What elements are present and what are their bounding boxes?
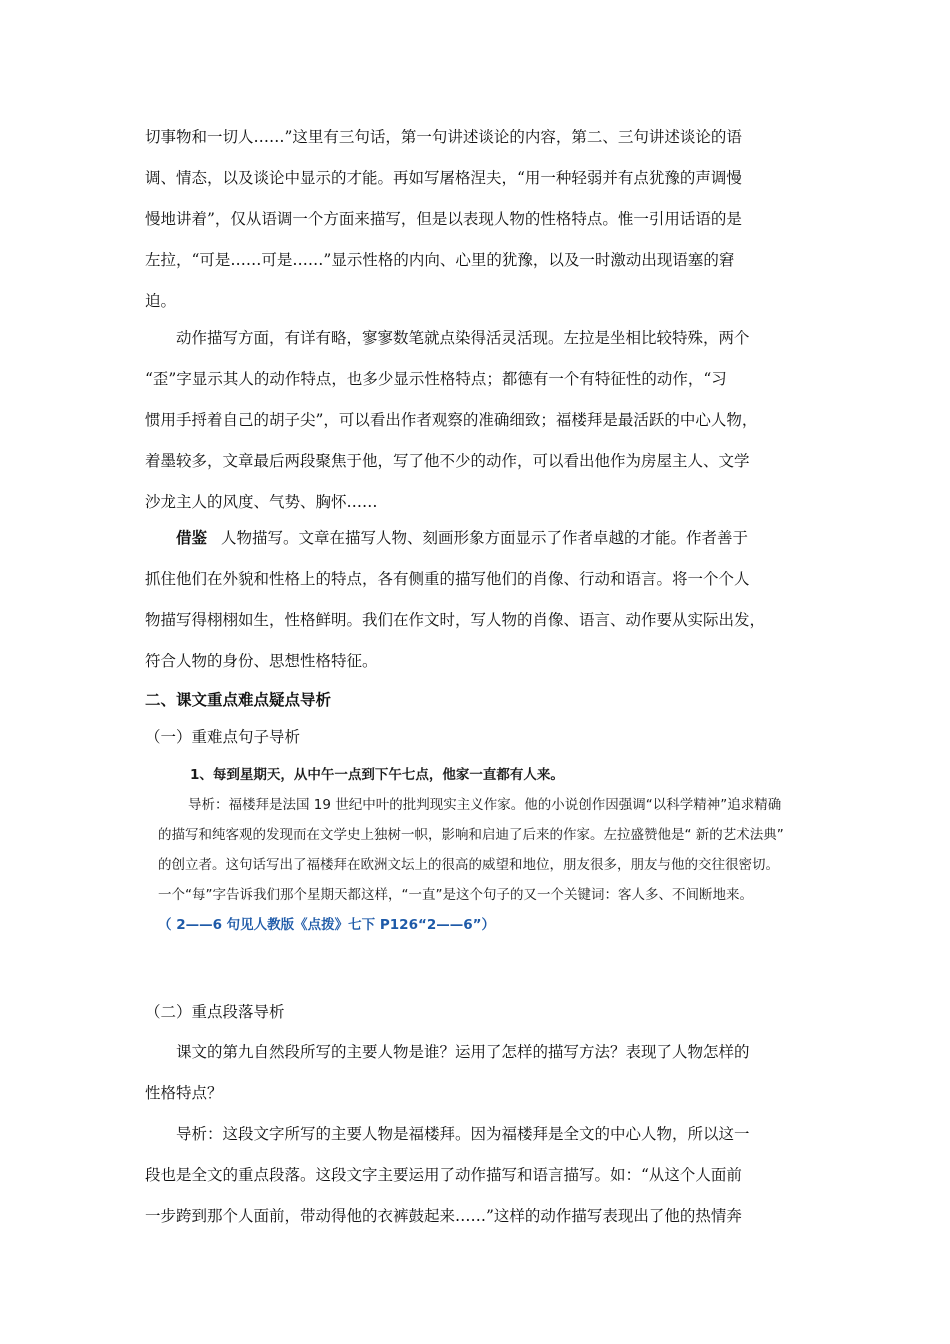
text-line: 人物描写。文章在描写人物、刻画形象方面显示了作者卓越的才能。作者善于 <box>221 529 749 547</box>
text-line: 课文的第九自然段所写的主要人物是谁？运用了怎样的描写方法？表现了人物怎样的 <box>176 1043 750 1061</box>
analysis-line: 一个“每”字告诉我们那个星期天都这样，“一直”是这个句子的又一个关键词：客人多、不间断地来。 <box>158 887 753 903</box>
text-line: 调、情态，以及谈论中显示的才能。再如写屠格涅夫，“用一种轻弱并有点犹豫的声调慢 <box>145 169 742 187</box>
text-line: 段也是全文的重点段落。这段文字主要运用了动作描写和语言描写。如：“从这个人面前 <box>145 1166 742 1184</box>
scanned-excerpt <box>150 760 840 940</box>
reference-label: 借鉴 <box>176 529 208 547</box>
text-line: 慢地讲着”，仅从语调一个方面来描写，但是以表现人物的性格特点。惟一引用话语的是 <box>145 210 742 228</box>
section-heading: 二、课文重点难点疑点导析 <box>145 691 332 709</box>
text-line: “歪”字显示其人的动作特点，也多少显示性格特点；都德有一个有特征性的动作，“习 <box>145 370 727 388</box>
paragraph-question <box>145 1032 810 1114</box>
reference-note: （ 2——6 句见人教版《点拨》七下 P126“2——6”） <box>158 917 495 933</box>
paragraph-reference <box>145 518 810 682</box>
text-line: 沙龙主人的风度、气势、胸怀…… <box>145 493 378 511</box>
text-line: 一步跨到那个人面前，带动得他的衣裤鼓起来……”这样的动作描写表现出了他的热情奔 <box>145 1207 742 1225</box>
subsection-heading-paragraphs: （二）重点段落导析 <box>145 1003 285 1021</box>
key-sentence: 1、每到星期天，从中午一点到下午七点，他家一直都有人来。 <box>190 767 564 783</box>
analysis-line: 的描写和纯客观的发现而在文学史上独树一帜，影响和启迪了后来的作家。左拉盛赞他是“ 新的艺术法典” <box>158 827 784 843</box>
text-line: 动作描写方面，有详有略，寥寥数笔就点染得活灵活现。左拉是坐相比较特殊，两个 <box>176 329 750 347</box>
text-line: 着墨较多，文章最后两段聚焦于他，写了他不少的动作，可以看出他作为房屋主人、文学 <box>145 452 750 470</box>
text-line: 左拉，“可是……可是……”显示性格的内向、心里的犹豫，以及一时激动出现语塞的窘 <box>145 251 735 269</box>
analysis-line: 导析：福楼拜是法国 19 世纪中叶的批判现实主义作家。他的小说创作因强调“以科学精神”追求精确 <box>188 797 782 813</box>
subsection-heading-sentences: （一）重难点句子导析 <box>145 728 301 746</box>
text-line: 抓住他们在外貌和性格上的特点，各有侧重的描写他们的肖像、行动和语言。将一个个人 <box>145 570 750 588</box>
paragraph-answer <box>145 1114 810 1237</box>
analysis-line: 的创立者。这句话写出了福楼拜在欧洲文坛上的很高的威望和地位，朋友很多，朋友与他的交往很密切。 <box>158 857 779 873</box>
text-line: 性格特点？ <box>145 1084 223 1102</box>
text-line: 符合人物的身份、思想性格特征。 <box>145 652 378 670</box>
text-line: 切事物和一切人……”这里有三句话，第一句讲述谈论的内容，第二、三句讲述谈论的语 <box>145 128 742 146</box>
paragraph-dialogue-analysis <box>145 117 810 322</box>
paragraph-action-description <box>145 318 810 523</box>
text-line: 迫。 <box>145 292 177 310</box>
text-line: 惯用手捋着自己的胡子尖”，可以看出作者观察的准确细致；福楼拜是最活跃的中心人物， <box>145 411 758 429</box>
text-line: 导析：这段文字所写的主要人物是福楼拜。因为福楼拜是全文的中心人物，所以这一 <box>176 1125 750 1143</box>
text-line: 物描写得栩栩如生，性格鲜明。我们在作文时，写人物的肖像、语言、动作要从实际出发， <box>145 611 766 629</box>
